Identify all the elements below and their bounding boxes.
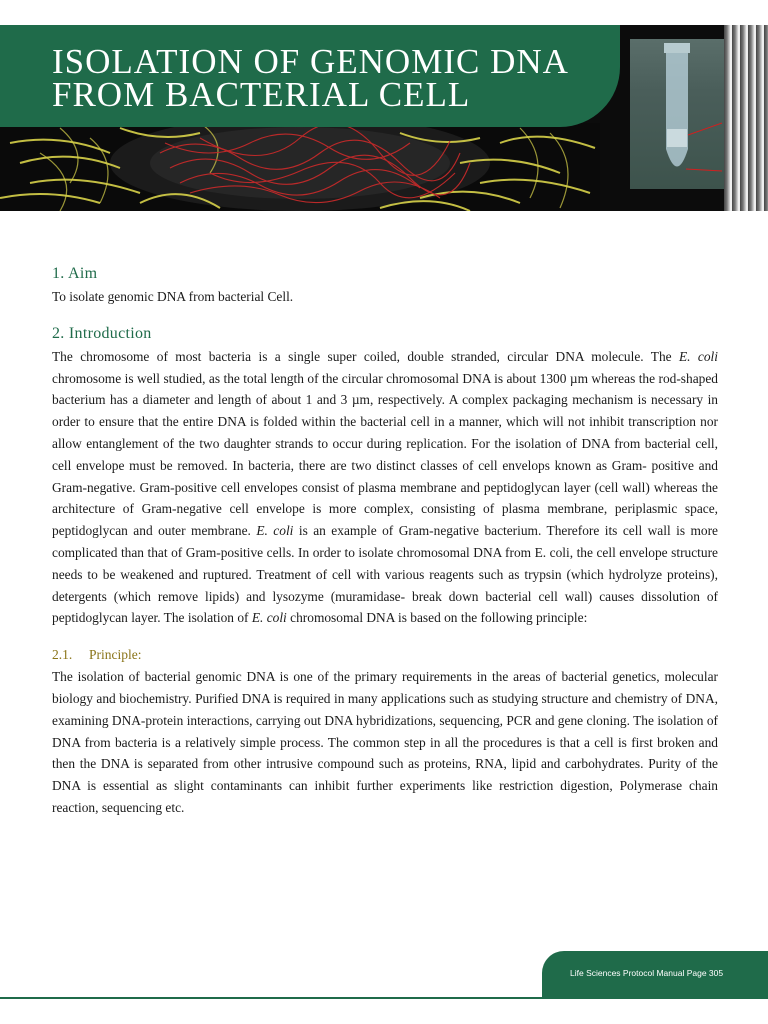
page-title-line-2: FROM BACTERIAL CELL [52,75,471,114]
decorative-strips [724,25,768,211]
species-name: E. coli [678,348,718,364]
species-name: E. coli [256,523,294,539]
principle-title: Principle: [89,647,142,663]
header-banner [0,25,768,211]
bacteria-illustration [0,123,600,211]
aim-heading: 1. Aim [52,265,98,282]
tube-photo [630,39,724,189]
introduction-text: The chromosome of most bacteria is a single super coiled, double stranded, circular DNA molecule. The E. coli chromosome is well studied, as the total length of the circular chromosomal DNA is about 1300 µm whereas the rod-shaped bacterium has a diameter and length of about 1 and 3 µm, respectively. A complex packaging mechanism is necessary in order to ensure that the entire DNA is folded within the bacterial cell in a manner, which will not inhibit transcription nor allow entanglement of the two daughter strands to occur during replication. For the isolation of DNA from bacterial cell, cell envelope must be removed. In bacteria, there are two distinct classes of cell envelops known as Gram- positive and Gram-negative. Gram-positive cell envelopes consist of plasma membrane and peptidoglycan layer (cell wall) whereas the architecture of Gram-negative cell envelope is more complex, consisting of plasma membrane, periplasmic space, peptidoglycan and outer membrane. E. coli is an example of Gram-negative bacterium. Therefore its cell wall is more complicated than that of Gram-positive cells. In order to isolate chromosomal DNA from E. coli, the cell envelope structure needs to be weakened and ruptured. Treatment of cell with various reagents such as trypsin (which hydrolyze proteins), detergents (which remove lipids) and lysozyme (muramidase- break down bacterial cell wall) causes dissolution of peptidoglycan layer. The isolation of E. coli chromosomal DNA is based on the following principle: [52,348,718,626]
page-footer: Life Sciences Protocol Manual Page 305 [570,968,724,978]
main-content [52,262,718,819]
principle-number: 2.1. [52,647,73,663]
species-name: E. coli [251,610,287,626]
principle-text: The isolation of bacterial genomic DNA is one of the primary requirements in the areas of bacterial genetics, molecular biology and biochemistry. Purified DNA is required in many applications such as studying structure and chemistry of DNA, examining DNA-protein interactions, carrying out DNA hybridizations, sequencing, PCR and gene cloning. The isolation of DNA from bacteria is a relatively simple process. The common step in all the procedures is that a cell is first broken and then the DNA is separated from other intrusive compound such as proteins, RNA, lipid and carbohydrates. Purity of the DNA is essential as slight contaminants can inhibit further experiments like restriction digestion, Polymerase chain reaction, sequencing etc. [52,669,718,815]
introduction-heading: 2. Introduction [52,324,152,342]
principle-heading [52,644,718,666]
page-title-line-1: ISOLATION OF GENOMIC DNA [52,42,569,81]
page-title [52,42,569,114]
aim-text: To isolate genomic DNA from bacterial Cell. [52,289,294,304]
tube-icon [630,39,724,189]
